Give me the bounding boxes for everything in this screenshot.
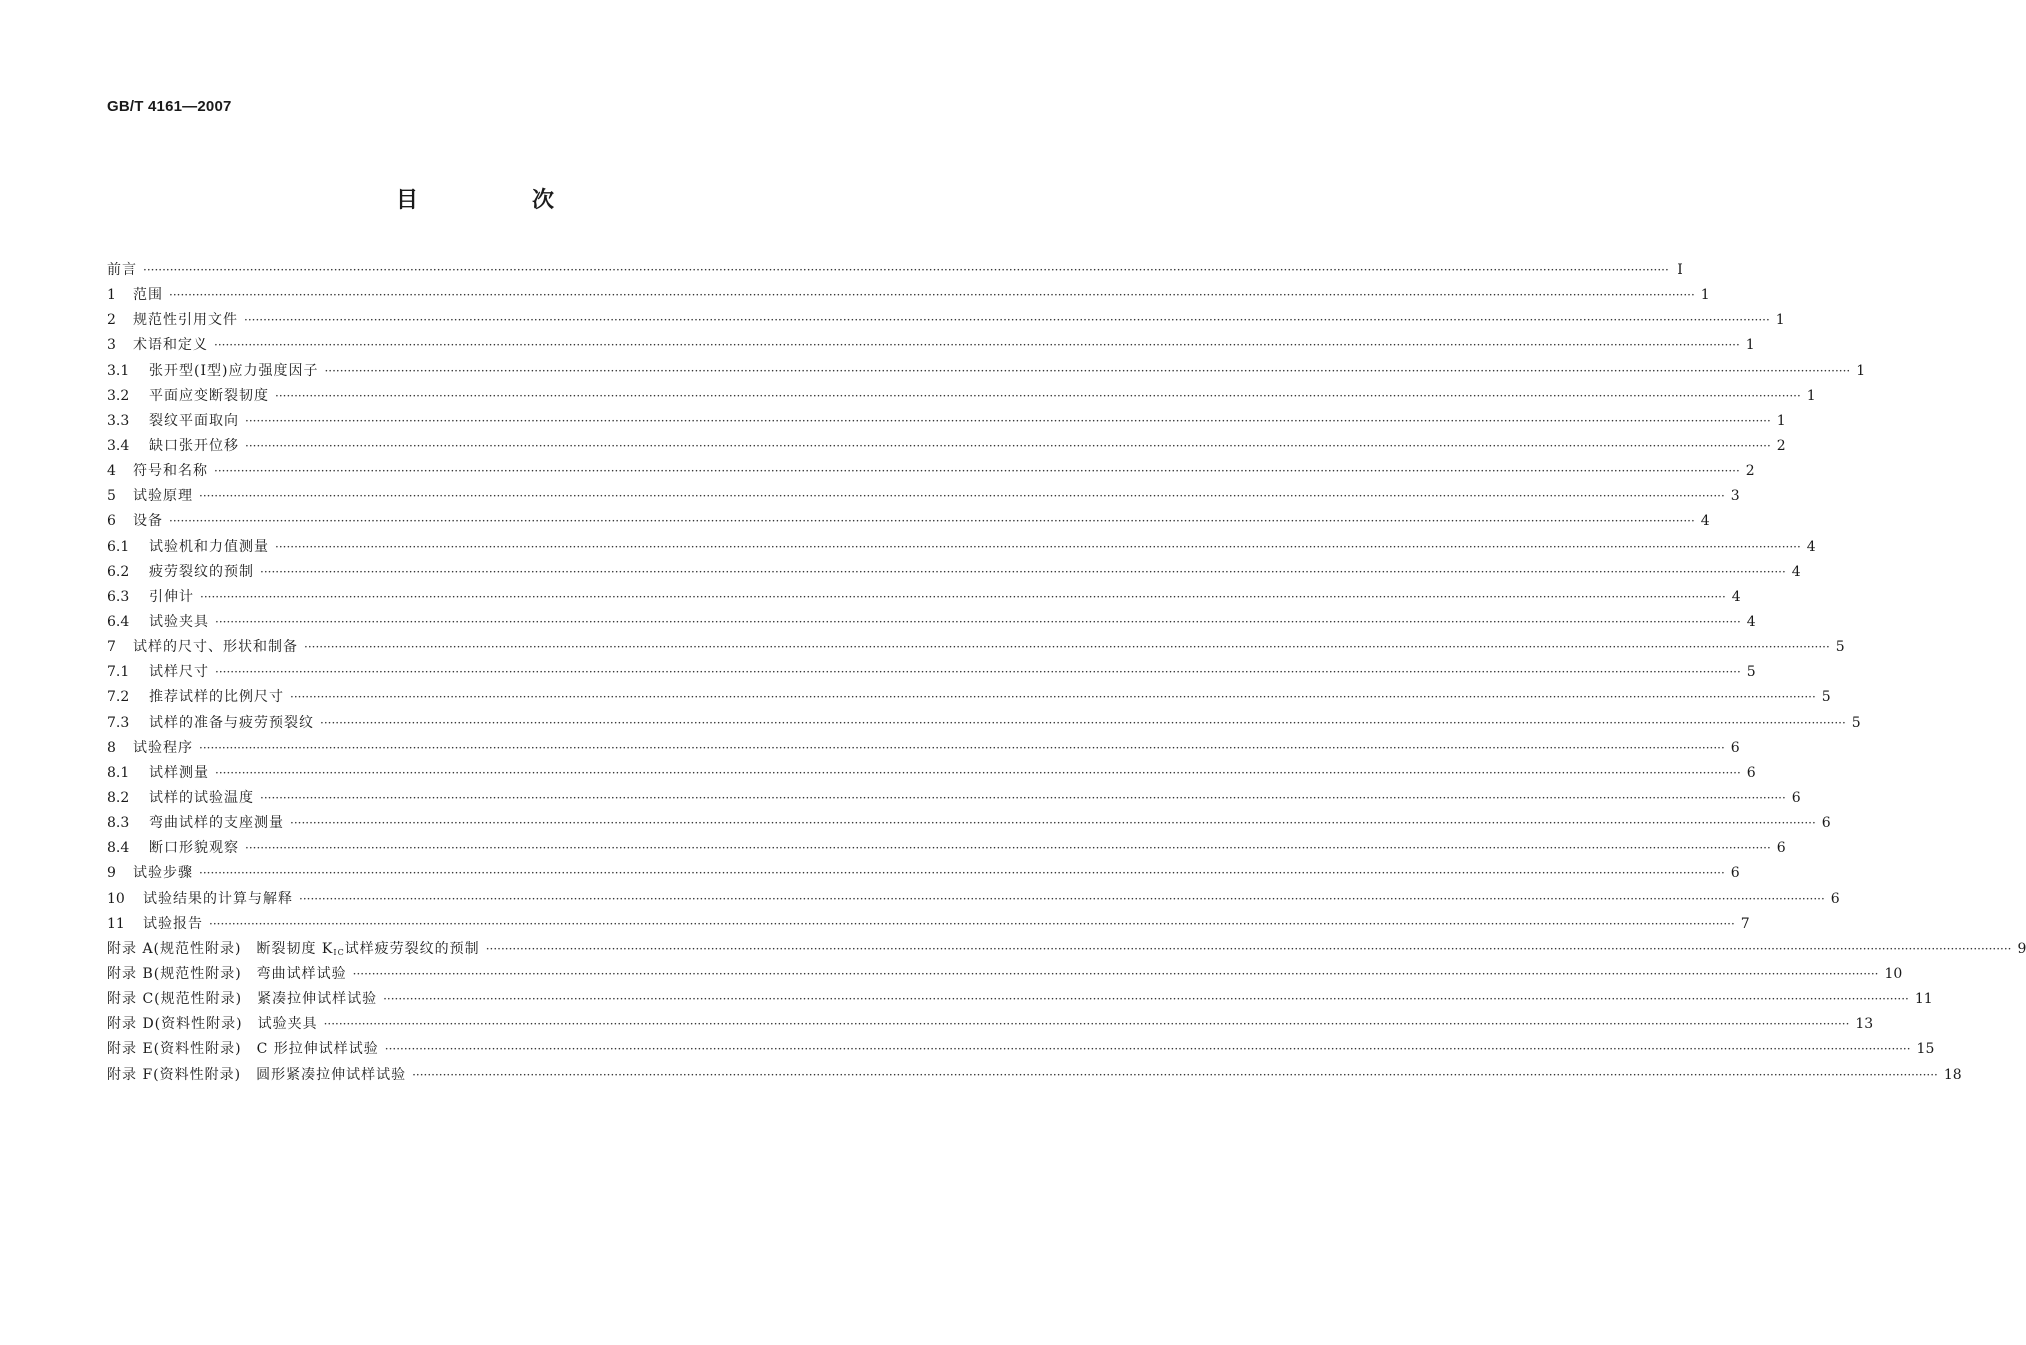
toc-entry-page-number: 4 <box>1806 538 1816 555</box>
toc-entry-page-number: 7 <box>1740 915 1750 932</box>
toc-entry[interactable] <box>107 284 1710 309</box>
toc-entry-page-number: 10 <box>1884 965 1903 982</box>
toc-entry-label: 疲劳裂纹的预制 <box>149 563 254 580</box>
toc-entry-label: 张开型(Ⅰ型)应力强度因子 <box>149 362 319 379</box>
toc-entry-page-number: 1 <box>1776 412 1786 429</box>
toc-entry-page-number: 1 <box>1806 387 1816 404</box>
toc-entry[interactable] <box>107 385 1816 410</box>
toc-entry-number: 6.2 <box>107 563 130 580</box>
toc-leader-dots: ················································································································································································································································································································································································································ <box>324 363 1851 378</box>
toc-entry-page-number: 13 <box>1855 1016 1874 1033</box>
toc-entry[interactable] <box>107 862 1740 887</box>
toc-entry-page-number: 18 <box>1943 1066 1962 1083</box>
toc-entry[interactable] <box>107 536 1816 561</box>
toc-entry-label: 缺口张开位移 <box>149 437 239 454</box>
toc-entry-number: 1 <box>107 287 116 304</box>
toc-leader-dots: ················································································································································································································································································································································································································ <box>245 438 1771 453</box>
toc-entry-label: 附录 B(规范性附录) 弯曲试样试验 <box>107 965 347 982</box>
toc-entry-number: 8 <box>107 739 116 756</box>
toc-entry-page-number: 2 <box>1776 437 1786 454</box>
toc-entry[interactable] <box>107 586 1741 611</box>
toc-entry-number: 3.4 <box>107 437 130 454</box>
toc-entry-number: 10 <box>107 890 125 907</box>
toc-leader-dots: ················································································································································································································································································································································································································ <box>169 514 1695 529</box>
toc-leader-dots: ················································································································································································································································································································································································································ <box>215 614 1741 629</box>
toc-leader-dots: ················································································································································································································································································································································································································ <box>143 263 1669 277</box>
toc-leader-dots: ················································································································································································································································································································································································································ <box>215 665 1741 680</box>
toc-entry-page-number: 6 <box>1791 789 1801 806</box>
toc-entry[interactable] <box>107 938 2026 963</box>
toc-leader-dots: ················································································································································································································································································································································································································ <box>215 765 1741 780</box>
toc-entry[interactable] <box>107 988 1933 1013</box>
toc-entry-label: 试验原理 <box>133 488 193 505</box>
toc-entry-label: 试样的试验温度 <box>149 789 254 806</box>
toc-entry[interactable] <box>107 888 1840 913</box>
toc-entry-label: 试验步骤 <box>133 865 193 882</box>
toc-entry[interactable] <box>107 410 1786 435</box>
toc-leader-dots: ················································································································································································································································································································································································································ <box>199 740 1725 755</box>
toc-entry-page-number: 4 <box>1791 563 1801 580</box>
toc-entry-number: 8.2 <box>107 789 130 806</box>
toc-entry-label-subscript: IC <box>333 947 345 957</box>
toc-entry-number: 7.1 <box>107 664 130 681</box>
toc-entry-number: 11 <box>107 915 125 932</box>
toc-entry[interactable] <box>107 636 1845 661</box>
toc-entry[interactable] <box>107 686 1831 711</box>
toc-entry-label: 试验结果的计算与解释 <box>143 890 293 907</box>
toc-entry-number: 5 <box>107 488 116 505</box>
toc-entry-label: 试验夹具 <box>149 613 209 630</box>
toc-leader-dots: ················································································································································································································································································································································································································ <box>323 1017 1850 1032</box>
toc-leader-dots: ················································································································································································································································································································································································································ <box>299 891 1825 906</box>
toc-leader-dots: ················································································································································································································································································································································································································ <box>244 313 1770 328</box>
toc-entry-number: 6.3 <box>107 588 130 605</box>
toc-entry-page-number: 15 <box>1916 1041 1935 1058</box>
toc-entry-page-number: 5 <box>1835 639 1845 656</box>
toc-entry[interactable] <box>107 309 1785 334</box>
toc-entry-page-number: 2 <box>1745 463 1755 480</box>
toc-leader-dots: ················································································································································································································································································································································································································ <box>200 589 1726 604</box>
toc-entry-label: 术语和定义 <box>133 337 208 354</box>
toc-entry-label: 范围 <box>133 287 163 304</box>
toc-entry[interactable] <box>107 334 1755 359</box>
toc-entry[interactable] <box>107 712 1861 737</box>
toc-entry-page-number: 1 <box>1700 287 1710 304</box>
toc-entry-page-number: 6 <box>1830 890 1840 907</box>
toc-entry-number: 2 <box>107 312 116 329</box>
toc-entry-page-number: 5 <box>1821 689 1831 706</box>
toc-entry[interactable] <box>107 611 1756 636</box>
toc-entry-page-number: 3 <box>1730 488 1740 505</box>
toc-leader-dots: ················································································································································································································································································································································································································ <box>290 816 1816 831</box>
toc-entry-number: 9 <box>107 865 116 882</box>
toc-leader-dots: ················································································································································································································································································································································································································ <box>199 489 1725 504</box>
table-of-contents <box>107 259 2026 1089</box>
toc-entry-page-number: 9 <box>2017 940 2026 957</box>
toc-leader-dots: ················································································································································································································································································································································································································ <box>260 564 1786 579</box>
toc-entry-label: 试样测量 <box>149 764 209 781</box>
toc-entry-label: 附录 C(规范性附录) 紧凑拉伸试样试验 <box>107 991 378 1008</box>
toc-entry-page-number: 6 <box>1730 739 1740 756</box>
toc-entry-label: 规范性引用文件 <box>133 312 238 329</box>
toc-entry-label: 引伸计 <box>149 588 194 605</box>
toc-leader-dots: ················································································································································································································································································································································································································ <box>320 715 1846 730</box>
toc-entry[interactable] <box>107 360 1866 385</box>
toc-entry[interactable] <box>107 1064 1962 1089</box>
toc-entry[interactable] <box>107 485 1740 510</box>
toc-entry-label: 推荐试样的比例尺寸 <box>149 689 284 706</box>
toc-leader-dots: ················································································································································································································································································································································································································ <box>214 338 1740 353</box>
toc-leader-dots: ················································································································································································································································································································································································································ <box>199 866 1725 881</box>
toc-leader-dots: ················································································································································································································································································································································································································ <box>214 464 1740 479</box>
toc-entry[interactable] <box>107 913 1750 938</box>
toc-entry-label: 试验报告 <box>143 915 203 932</box>
toc-leader-dots: ················································································································································································································································································································································································································ <box>412 1067 1938 1082</box>
toc-entry-page-number: 6 <box>1730 865 1740 882</box>
toc-entry-number: 6.4 <box>107 613 130 630</box>
toc-entry-label: 弯曲试样的支座测量 <box>149 815 284 832</box>
toc-leader-dots: ················································································································································································································································································································································································································ <box>169 288 1695 303</box>
toc-entry[interactable] <box>107 460 1755 485</box>
toc-entry-page-number: 4 <box>1700 513 1710 530</box>
toc-entry[interactable] <box>107 661 1756 686</box>
standard-code: GB/T 4161—2007 <box>107 98 232 115</box>
toc-entry-number: 6.1 <box>107 538 130 555</box>
toc-entry-number: 8.3 <box>107 815 130 832</box>
toc-entry-number: 3 <box>107 337 116 354</box>
toc-entry-label: 断口形貌观察 <box>149 840 239 857</box>
toc-entry-page-number: 6 <box>1821 815 1831 832</box>
toc-entry-label-tail: 试样疲劳裂纹的预制 <box>344 940 480 957</box>
toc-entry-label: 附录 E(资料性附录) C 形拉伸试样试验 <box>107 1041 379 1058</box>
toc-entry-label: 试样尺寸 <box>149 664 209 681</box>
toc-leader-dots: ················································································································································································································································································································································································································ <box>485 941 2012 956</box>
toc-entry-label: 裂纹平面取向 <box>149 412 239 429</box>
toc-entry-page-number: 6 <box>1746 764 1756 781</box>
toc-leader-dots: ················································································································································································································································································································································································································ <box>383 992 1909 1007</box>
toc-entry-label: 平面应变断裂韧度 <box>149 387 269 404</box>
toc-leader-dots: ················································································································································································································································································································································································································ <box>209 916 1735 931</box>
toc-entry[interactable] <box>107 963 1903 988</box>
toc-entry[interactable] <box>107 259 1683 284</box>
toc-entry-page-number: 5 <box>1746 664 1756 681</box>
toc-entry-label: 附录 A(规范性附录) 断裂韧度 $K_{IC}$试样疲劳裂纹的预制 <box>107 940 480 957</box>
toc-entry-page-number: 1 <box>1775 312 1785 329</box>
toc-entry-page-number: 4 <box>1746 613 1756 630</box>
toc-entry-number: 7.3 <box>107 714 130 731</box>
toc-leader-dots: ················································································································································································································································································································································································································ <box>245 841 1771 856</box>
toc-leader-dots: ················································································································································································································································································································································································································ <box>275 539 1801 554</box>
toc-entry-page-number: 4 <box>1731 588 1741 605</box>
toc-entry[interactable] <box>107 812 1831 837</box>
toc-entry[interactable] <box>107 787 1801 812</box>
toc-entry-label: 试验程序 <box>133 739 193 756</box>
toc-entry-page-number: 11 <box>1914 991 1933 1008</box>
toc-entry-number: 7 <box>107 639 116 656</box>
toc-leader-dots: ················································································································································································································································································································································································································ <box>384 1042 1911 1057</box>
toc-entry[interactable] <box>107 762 1756 787</box>
toc-entry-label: 设备 <box>133 513 163 530</box>
toc-entry-label: 试样的准备与疲劳预裂纹 <box>149 714 314 731</box>
toc-entry-number: 3.2 <box>107 387 130 404</box>
toc-entry-page-number: 1 <box>1745 337 1755 354</box>
toc-leader-dots: ················································································································································································································································································································································································································ <box>290 690 1816 705</box>
toc-entry-page-number: Ⅰ <box>1677 262 1683 278</box>
toc-entry[interactable] <box>107 1038 1935 1063</box>
toc-entry-label: 试验机和力值测量 <box>149 538 269 555</box>
toc-entry-number: 4 <box>107 463 116 480</box>
toc-entry[interactable] <box>107 1013 1874 1038</box>
toc-entry-number: 8.4 <box>107 840 130 857</box>
toc-leader-dots: ················································································································································································································································································································································································································ <box>275 388 1801 403</box>
toc-title: 目 次 <box>395 188 600 213</box>
toc-entry-number: 3.1 <box>107 362 130 379</box>
toc-entry[interactable] <box>107 737 1740 762</box>
toc-leader-dots: ················································································································································································································································································································································································································ <box>260 790 1786 805</box>
toc-entry[interactable] <box>107 435 1786 460</box>
toc-entry-number: 8.1 <box>107 764 130 781</box>
toc-entry[interactable] <box>107 561 1801 586</box>
toc-entry-label: 前言 <box>107 262 137 278</box>
toc-entry[interactable] <box>107 510 1710 535</box>
toc-entry-number: 7.2 <box>107 689 130 706</box>
toc-entry-number: 3.3 <box>107 412 130 429</box>
toc-entry-number: 6 <box>107 513 116 530</box>
toc-entry-page-number: 5 <box>1851 714 1861 731</box>
toc-leader-dots: ················································································································································································································································································································································································································ <box>304 640 1830 655</box>
toc-leader-dots: ················································································································································································································································································································································································································ <box>352 966 1879 981</box>
toc-entry-label: 试样的尺寸、形状和制备 <box>133 639 298 656</box>
toc-leader-dots: ················································································································································································································································································································································································································ <box>245 413 1771 428</box>
toc-entry-label: 附录 D(资料性附录) 试验夹具 <box>107 1016 318 1033</box>
toc-entry-label: 附录 F(资料性附录) 圆形紧凑拉伸试样试验 <box>107 1066 407 1083</box>
toc-entry[interactable] <box>107 837 1786 862</box>
toc-entry-label: 符号和名称 <box>133 463 208 480</box>
toc-entry-page-number: 6 <box>1776 840 1786 857</box>
toc-entry-page-number: 1 <box>1856 362 1866 379</box>
